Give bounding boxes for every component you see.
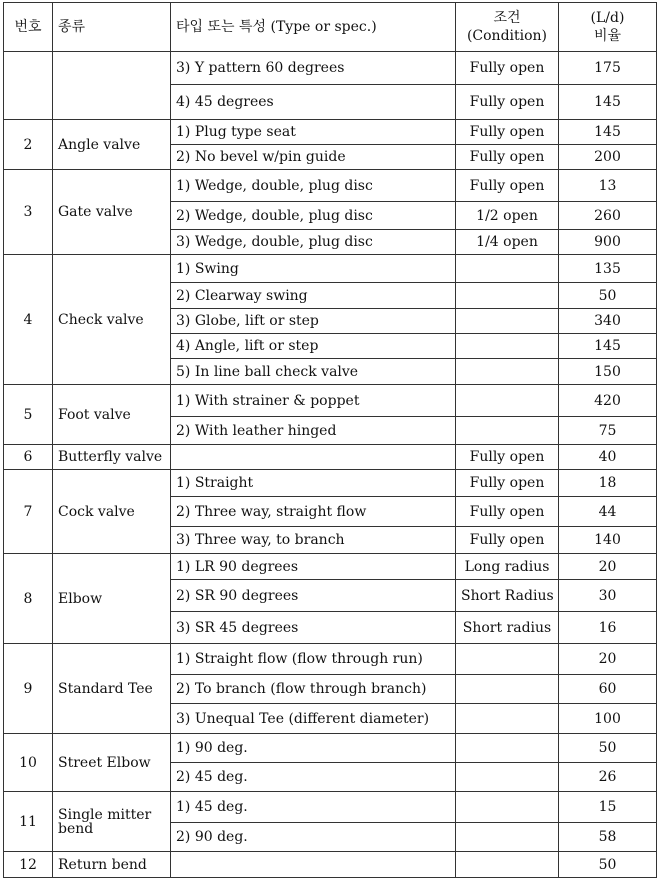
header-row [4, 3, 657, 52]
condition: Fully open [456, 497, 559, 527]
table-row [4, 470, 657, 497]
table-row [4, 445, 657, 470]
ld-ratio: 40 [559, 445, 657, 470]
condition: Fully open [456, 120, 559, 145]
type-spec: 1) Swing [171, 255, 456, 283]
ld-ratio: 145 [559, 120, 657, 145]
fitting-ld-ratio-table [3, 2, 657, 878]
table-row [4, 385, 657, 417]
type-spec: 2) No bevel w/pin guide [171, 145, 456, 170]
condition [456, 675, 559, 704]
header-ratio-line1: (L/d) [590, 10, 625, 26]
table-row [4, 644, 657, 675]
condition: Fully open [456, 170, 559, 202]
ld-ratio: 50 [559, 734, 657, 763]
row-number: 4 [4, 255, 53, 385]
ld-ratio: 44 [559, 497, 657, 527]
header-kind: 종류 [53, 3, 171, 52]
condition [456, 792, 559, 823]
type-spec: 3) SR 45 degrees [171, 612, 456, 644]
ld-ratio: 20 [559, 644, 657, 675]
type-spec: 2) 45 deg. [171, 763, 456, 792]
header-type: 타입 또는 특성 (Type or spec.) [171, 3, 456, 52]
type-spec: 1) LR 90 degrees [171, 554, 456, 580]
header-ratio [559, 3, 657, 52]
condition [456, 385, 559, 417]
fitting-kind: Single mitter bend [53, 792, 171, 852]
table-body [4, 52, 657, 878]
table-row [4, 554, 657, 580]
condition: Fully open [456, 145, 559, 170]
ld-ratio: 16 [559, 612, 657, 644]
type-spec: 1) Straight flow (flow through run) [171, 644, 456, 675]
type-spec: 1) With strainer & poppet [171, 385, 456, 417]
condition: Fully open [456, 52, 559, 85]
ld-ratio: 135 [559, 255, 657, 283]
row-number: 8 [4, 554, 53, 644]
header-no: 번호 [4, 3, 53, 52]
type-spec: 3) Y pattern 60 degrees [171, 52, 456, 85]
type-spec: 2) 90 deg. [171, 823, 456, 852]
ld-ratio: 100 [559, 704, 657, 734]
condition [456, 644, 559, 675]
type-spec: 2) To branch (flow through branch) [171, 675, 456, 704]
condition [456, 283, 559, 309]
type-spec [171, 445, 456, 470]
fitting-kind: Butterfly valve [53, 445, 171, 470]
condition: Short Radius [456, 580, 559, 612]
condition [456, 334, 559, 359]
fitting-kind: Foot valve [53, 385, 171, 445]
ld-ratio: 420 [559, 385, 657, 417]
ld-ratio: 140 [559, 527, 657, 554]
ld-ratio: 340 [559, 309, 657, 334]
condition [456, 823, 559, 852]
ld-ratio: 200 [559, 145, 657, 170]
table-row [4, 120, 657, 145]
type-spec: 2) With leather hinged [171, 417, 456, 445]
type-spec: 2) Wedge, double, plug disc [171, 202, 456, 230]
ld-ratio: 26 [559, 763, 657, 792]
ld-ratio: 20 [559, 554, 657, 580]
type-spec: 4) Angle, lift or step [171, 334, 456, 359]
table-row [4, 255, 657, 283]
row-number [4, 52, 53, 120]
ld-ratio: 145 [559, 334, 657, 359]
type-spec: 3) Three way, to branch [171, 527, 456, 554]
condition: 1/4 open [456, 230, 559, 255]
header-condition-line1: 조건 [493, 10, 521, 26]
ld-ratio: 260 [559, 202, 657, 230]
type-spec: 1) Plug type seat [171, 120, 456, 145]
ld-ratio: 175 [559, 52, 657, 85]
table-header [4, 3, 657, 52]
type-spec: 1) Wedge, double, plug disc [171, 170, 456, 202]
type-spec: 3) Unequal Tee (different diameter) [171, 704, 456, 734]
type-spec: 5) In line ball check valve [171, 359, 456, 385]
type-spec: 1) 45 deg. [171, 792, 456, 823]
condition: 1/2 open [456, 202, 559, 230]
ld-ratio: 50 [559, 852, 657, 878]
row-number: 3 [4, 170, 53, 255]
fitting-kind: Return bend [53, 852, 171, 878]
condition [456, 417, 559, 445]
fitting-kind: Gate valve [53, 170, 171, 255]
type-spec: 2) SR 90 degrees [171, 580, 456, 612]
type-spec: 1) 90 deg. [171, 734, 456, 763]
fitting-kind: Elbow [53, 554, 171, 644]
type-spec: 1) Straight [171, 470, 456, 497]
condition: Short radius [456, 612, 559, 644]
fitting-kind [53, 52, 171, 120]
ld-ratio: 18 [559, 470, 657, 497]
condition: Fully open [456, 527, 559, 554]
table-row [4, 52, 657, 85]
condition [456, 309, 559, 334]
row-number: 5 [4, 385, 53, 445]
row-number: 6 [4, 445, 53, 470]
table-row [4, 734, 657, 763]
type-spec: 4) 45 degrees [171, 85, 456, 120]
header-condition-line2: (Condition) [466, 28, 548, 44]
condition: Long radius [456, 554, 559, 580]
type-spec: 2) Three way, straight flow [171, 497, 456, 527]
condition [456, 704, 559, 734]
condition [456, 359, 559, 385]
ld-ratio: 60 [559, 675, 657, 704]
table-row [4, 792, 657, 823]
ld-ratio: 30 [559, 580, 657, 612]
condition [456, 763, 559, 792]
document-page [3, 2, 657, 878]
ld-ratio: 15 [559, 792, 657, 823]
row-number: 2 [4, 120, 53, 170]
ld-ratio: 13 [559, 170, 657, 202]
type-spec [171, 852, 456, 878]
condition: Fully open [456, 445, 559, 470]
type-spec: 3) Globe, lift or step [171, 309, 456, 334]
ld-ratio: 150 [559, 359, 657, 385]
condition: Fully open [456, 85, 559, 120]
header-ratio-line2: 비율 [593, 28, 622, 44]
condition [456, 734, 559, 763]
ld-ratio: 900 [559, 230, 657, 255]
ld-ratio: 58 [559, 823, 657, 852]
condition [456, 255, 559, 283]
row-number: 9 [4, 644, 53, 734]
fitting-kind: Check valve [53, 255, 171, 385]
condition [456, 852, 559, 878]
ld-ratio: 50 [559, 283, 657, 309]
ld-ratio: 145 [559, 85, 657, 120]
row-number: 12 [4, 852, 53, 878]
table-row [4, 170, 657, 202]
fitting-kind: Angle valve [53, 120, 171, 170]
type-spec: 2) Clearway swing [171, 283, 456, 309]
row-number: 11 [4, 792, 53, 852]
table-row [4, 852, 657, 878]
row-number: 10 [4, 734, 53, 792]
fitting-kind: Standard Tee [53, 644, 171, 734]
ld-ratio: 75 [559, 417, 657, 445]
fitting-kind: Street Elbow [53, 734, 171, 792]
condition: Fully open [456, 470, 559, 497]
type-spec: 3) Wedge, double, plug disc [171, 230, 456, 255]
header-condition [456, 3, 559, 52]
fitting-kind: Cock valve [53, 470, 171, 554]
row-number: 7 [4, 470, 53, 554]
